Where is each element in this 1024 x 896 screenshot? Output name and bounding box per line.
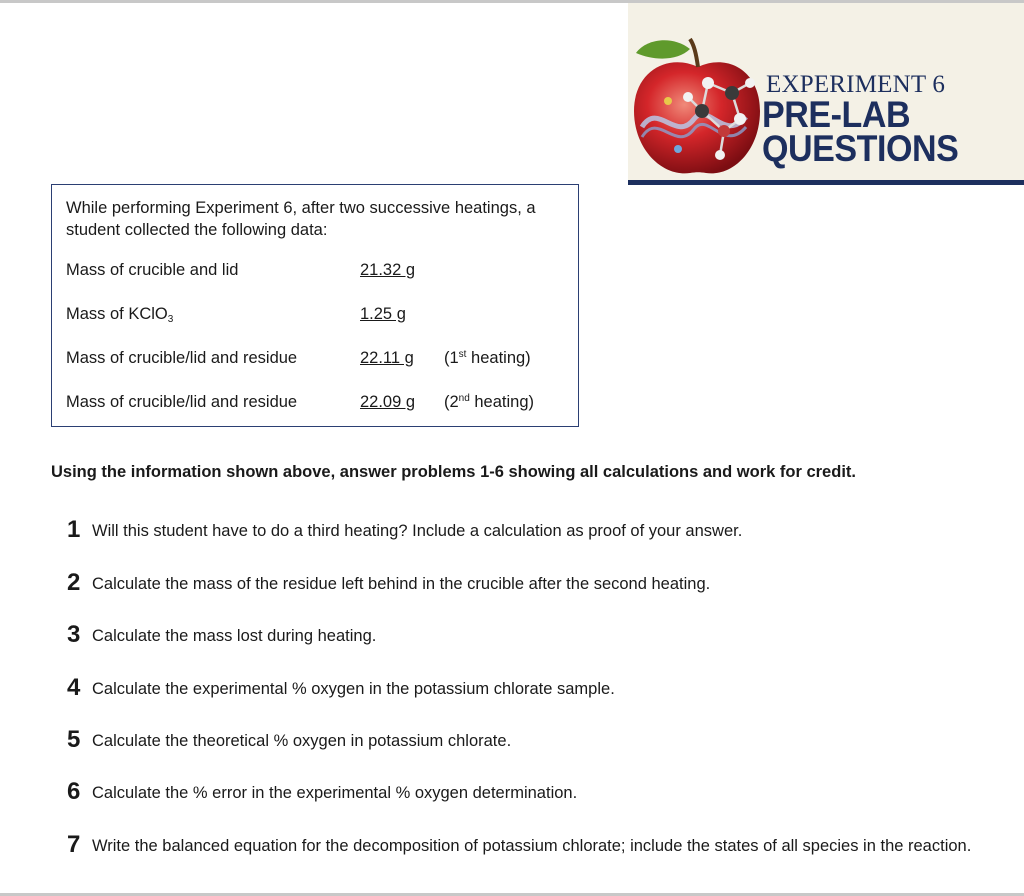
- data-row: [66, 393, 576, 415]
- question-number: 7: [67, 831, 81, 858]
- question-text: Calculate the theoretical % oxygen in potassium chlorate.: [92, 732, 512, 750]
- question-text: Calculate the % error in the experimental % oxygen determination.: [92, 784, 578, 802]
- question-number: 1: [67, 516, 81, 543]
- data-value: 22.11 g: [360, 349, 414, 367]
- question-number: 6: [67, 778, 81, 805]
- experiment-label: EXPERIMENT 6: [766, 71, 946, 98]
- instructions: Using the information shown above, answer problems 1-6 showing all calculations and work for credit.: [51, 463, 856, 481]
- data-intro: While performing Experiment 6, after two successive heatings, a student collected the following data:: [66, 199, 536, 239]
- data-row: [66, 349, 576, 371]
- data-value: 22.09 g: [360, 393, 416, 411]
- data-row: [66, 261, 576, 283]
- data-row: [66, 305, 576, 327]
- question-text: Calculate the experimental % oxygen in the potassium chlorate sample.: [92, 680, 615, 698]
- data-value: 21.32 g: [360, 261, 416, 279]
- data-box: [51, 184, 579, 427]
- question-text: Calculate the mass lost during heating.: [92, 627, 377, 645]
- question-number: 2: [67, 569, 81, 596]
- heating-note: (1st heating): [444, 349, 531, 367]
- heating-note: (2nd heating): [444, 393, 535, 411]
- question-number: 4: [67, 674, 81, 701]
- question-text: Will this student have to do a third heating? Include a calculation as proof of your answer.: [92, 522, 743, 540]
- apple-molecule-icon: [628, 31, 768, 181]
- question-number: 3: [67, 621, 81, 648]
- data-value: 1.25 g: [360, 305, 406, 323]
- data-label: Mass of crucible and lid: [66, 261, 239, 279]
- question-text: Calculate the mass of the residue left behind in the crucible after the second heating.: [92, 575, 711, 593]
- question-number: 5: [67, 726, 81, 753]
- question-text: Write the balanced equation for the decomposition of potassium chlorate; include the states of all species in the reaction.: [92, 837, 972, 855]
- page-title: PRE-LAB QUESTIONS: [762, 94, 959, 169]
- data-label: Mass of KClO$_3$: [66, 305, 174, 325]
- data-label: Mass of crucible/lid and residue: [66, 393, 298, 411]
- data-label: Mass of crucible/lid and residue: [66, 349, 298, 367]
- header-panel: [628, 3, 1024, 185]
